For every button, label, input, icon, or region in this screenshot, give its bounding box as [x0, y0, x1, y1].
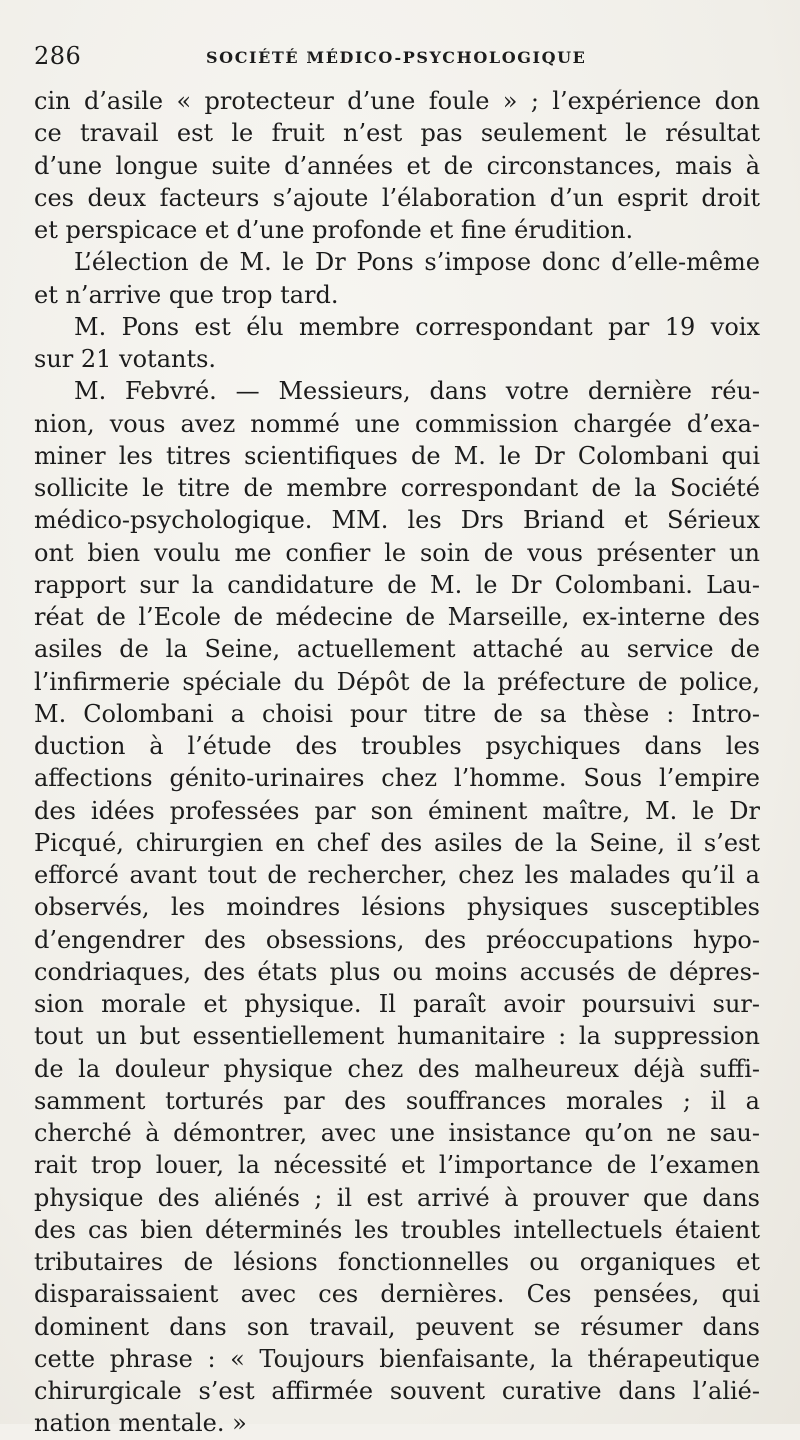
text-line: nion, vous avez nommé une commission chargée d’exa-: [34, 409, 760, 438]
text-line: ont bien voulu me confier le soin de vous présenter un: [34, 538, 760, 567]
text-line: et perspicace et d’une profonde et fine érudition.: [34, 216, 634, 244]
text-line: d’engendrer des obsessions, des préoccupations hypo-: [34, 925, 760, 954]
text-line: duction à l’étude des troubles psychiques dans les: [34, 732, 760, 760]
text-line: sur 21 votants.: [34, 345, 217, 373]
text-line: des cas bien déterminés les troubles intellectuels étaient: [34, 1215, 760, 1244]
text-line: réat de l’Ecole de médecine de Marseille, ex-interne des: [34, 603, 760, 631]
text-line: ces deux facteurs s’ajoute l’élaboration d’un esprit droit: [34, 183, 760, 212]
text-line: L’élection de M. le Dr Pons s’impose donc d’elle-même: [74, 248, 760, 277]
text-line: tout un but essentiellement humanitaire : la suppression: [34, 1022, 760, 1051]
text-line: M. Febvré. — Messieurs, dans votre dernière réu-: [74, 377, 760, 406]
text-line: des idées professées par son éminent maître, M. le Dr: [34, 796, 760, 825]
text-line: ce travail est le fruit n’est pas seulement le résultat: [34, 119, 760, 148]
page-number: 286: [34, 42, 82, 70]
text-line: cette phrase : « Toujours bienfaisante, la thérapeutique: [34, 1344, 760, 1373]
text-line: M. Pons est élu membre correspondant par 19 voix: [74, 312, 760, 341]
text-line: rait trop louer, la nécessité et l’importance de l’examen: [34, 1151, 760, 1180]
text-line: samment torturés par des souffrances morales ; il a: [34, 1086, 760, 1115]
text-line: d’une longue suite d’années et de circonstances, mais à: [34, 151, 760, 180]
text-line: dominent dans son travail, peuvent se résumer dans: [34, 1312, 760, 1341]
text-line: de la douleur physique chez des malheureux déjà suffi-: [34, 1054, 760, 1083]
text-line: asiles de la Seine, actuellement attaché au service de: [34, 635, 760, 664]
text-line: rapport sur la candidature de M. le Dr Colombani. Lau-: [34, 570, 760, 599]
text-line: efforcé avant tout de rechercher, chez les malades qu’il a: [34, 861, 760, 889]
page-header: [34, 34, 760, 74]
text-line: Picqué, chirurgien en chef des asiles de la Seine, il s’est: [34, 828, 760, 857]
text-line: disparaissaient avec ces dernières. Ces pensées, qui: [34, 1280, 760, 1309]
text-line: observés, les moindres lésions physiques susceptibles: [34, 893, 760, 922]
text-line: cin d’asile « protecteur d’une foule » ; l’expérience don: [34, 87, 760, 115]
text-line: M. Colombani a choisi pour titre de sa thèse : Intro-: [34, 699, 760, 728]
text-line: sollicite le titre de membre correspondant de la Société: [34, 474, 760, 502]
text-line: affections génito-urinaires chez l’homme. Sous l’empire: [34, 764, 760, 793]
text-line: cherché à démontrer, avec une insistance qu’on ne sau-: [34, 1119, 760, 1147]
text-line: et n’arrive que trop tard.: [34, 280, 339, 309]
text-line: médico-psychologique. MM. les Drs Briand et Sérieux: [34, 506, 760, 535]
text-line: l’infirmerie spéciale du Dépôt de la préfecture de police,: [34, 667, 760, 696]
text-line: condriaques, des états plus ou moins accusés de dépres-: [34, 957, 760, 986]
text-line: sion morale et physique. Il paraît avoir poursuivi sur-: [34, 990, 760, 1018]
text-line: miner les titres scientifiques de M. le Dr Colombani qui: [34, 441, 760, 470]
text-line: tributaires de lésions fonctionnelles ou organiques et: [34, 1248, 760, 1276]
running-title: SOCIÉTÉ MÉDICO-PSYCHOLOGIQUE: [206, 48, 587, 67]
text-line: chirurgicale s’est affirmée souvent curative dans l’alié-: [34, 1377, 760, 1405]
text-line: nation mentale. »: [34, 1409, 247, 1438]
body-text: [34, 85, 760, 1440]
text-line: physique des aliénés ; il est arrivé à prouver que dans: [34, 1183, 760, 1212]
